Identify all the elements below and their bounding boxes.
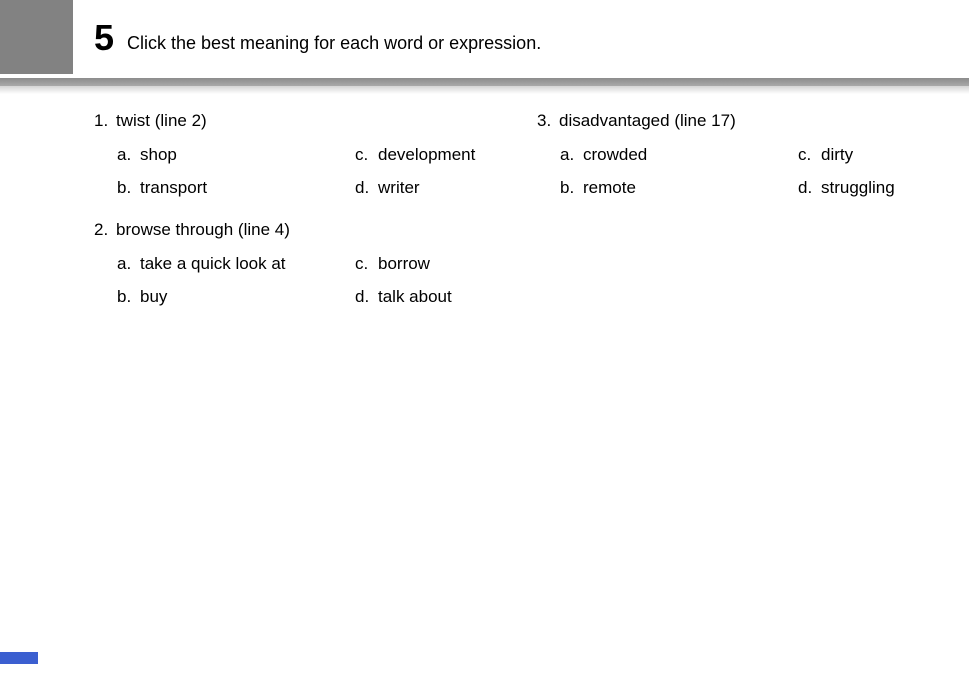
- question-2-title: [94, 220, 539, 239]
- option-letter: c.: [798, 145, 812, 164]
- option-letter: b.: [560, 178, 575, 197]
- option-q2-c[interactable]: [355, 254, 539, 273]
- option-q3-b[interactable]: [560, 178, 798, 197]
- option-text: dirty: [821, 145, 854, 164]
- option-letter: c.: [355, 254, 369, 273]
- option-text: take a quick look at: [140, 254, 286, 273]
- question-3: [537, 111, 967, 197]
- option-q3-d[interactable]: [798, 178, 967, 197]
- question-number: 3.: [537, 111, 552, 130]
- exercise-number: 5: [94, 17, 114, 58]
- option-letter: d.: [355, 287, 370, 306]
- question-1-title: [94, 111, 539, 130]
- question-number: 2.: [94, 220, 109, 239]
- option-text: borrow: [378, 254, 430, 273]
- option-q1-d[interactable]: [355, 178, 539, 197]
- corner-square-decoration: [0, 0, 73, 74]
- option-letter: b.: [117, 178, 132, 197]
- option-text: development: [378, 145, 476, 164]
- question-2-options: [117, 254, 539, 306]
- option-q2-b[interactable]: [117, 287, 355, 306]
- option-text: crowded: [583, 145, 648, 164]
- option-letter: a.: [560, 145, 575, 164]
- option-q3-a[interactable]: [560, 145, 798, 164]
- question-1: [94, 111, 539, 197]
- footer-accent-bar: [0, 652, 38, 664]
- header-divider-shadow: [0, 86, 969, 94]
- option-q1-b[interactable]: [117, 178, 355, 197]
- option-text: buy: [140, 287, 168, 306]
- question-3-options: [560, 145, 967, 197]
- option-q1-c[interactable]: [355, 145, 539, 164]
- option-letter: c.: [355, 145, 369, 164]
- option-letter: d.: [798, 178, 813, 197]
- question-2: [94, 220, 539, 306]
- question-prompt: twist (line 2): [116, 111, 207, 130]
- option-q2-a[interactable]: [117, 254, 355, 273]
- option-letter: a.: [117, 145, 132, 164]
- instruction-text: Click the best meaning for each word or expression.: [127, 33, 542, 53]
- option-text: transport: [140, 178, 208, 197]
- question-1-options: [117, 145, 539, 197]
- question-prompt: browse through (line 4): [116, 220, 290, 239]
- question-column-right: [537, 111, 967, 197]
- question-column-left: [94, 111, 539, 306]
- option-letter: a.: [117, 254, 132, 273]
- question-3-title: [537, 111, 967, 130]
- question-number: 1.: [94, 111, 109, 130]
- option-text: writer: [378, 178, 420, 197]
- option-letter: b.: [117, 287, 132, 306]
- option-q3-c[interactable]: [798, 145, 967, 164]
- option-text: struggling: [821, 178, 895, 197]
- header-divider: [0, 78, 969, 86]
- option-letter: d.: [355, 178, 370, 197]
- option-q2-d[interactable]: [355, 287, 539, 306]
- option-q1-a[interactable]: [117, 145, 355, 164]
- option-text: shop: [140, 145, 177, 164]
- question-prompt: disadvantaged (line 17): [559, 111, 736, 130]
- option-text: remote: [583, 178, 636, 197]
- option-text: talk about: [378, 287, 452, 306]
